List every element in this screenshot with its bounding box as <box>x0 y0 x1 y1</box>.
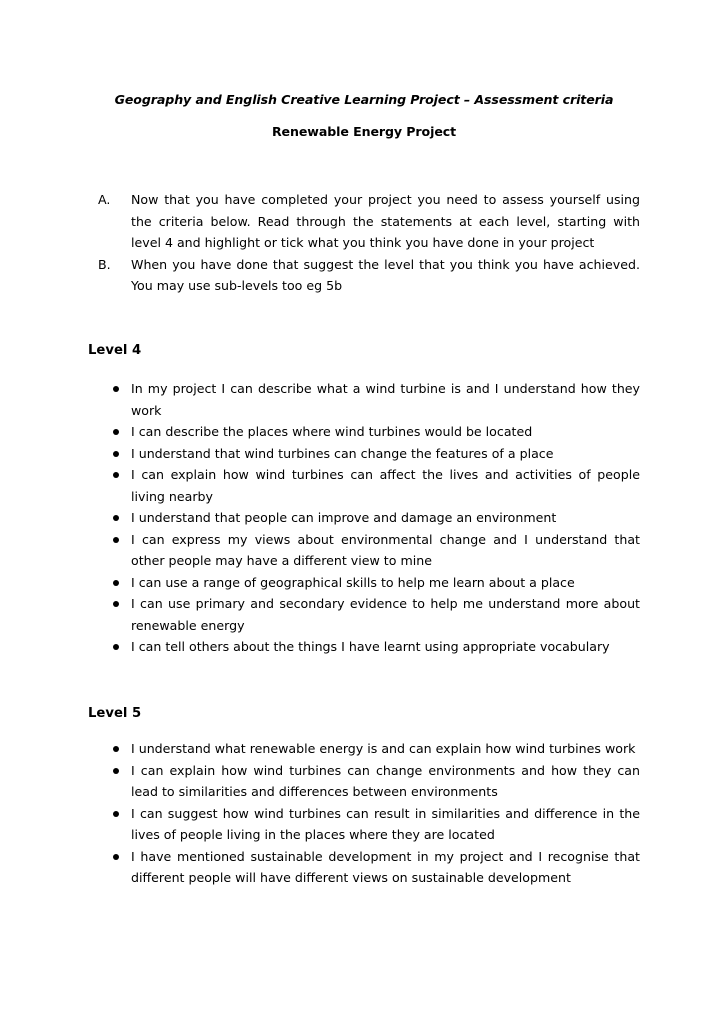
instruction-text: Now that you have completed your project you need to assess yourself using the criteria below. Read through the statements at each level, starting with level 4 and highlight or tick what you think you have done in your project <box>131 192 640 250</box>
level-4-heading: Level 4 <box>88 343 142 358</box>
instruction-text: When you have done that suggest the level that you think you have achieved. You may use sub-levels too eg 5b <box>131 256 640 293</box>
criteria-text: I can express my views about environmental change and I understand that other people may have a different view to mine <box>131 531 640 568</box>
document-subtitle: Renewable Energy Project <box>271 124 457 139</box>
criteria-text: I can explain how wind turbines can change environments and how they can lead to similarities and differences between environments <box>131 762 640 799</box>
bullet-icon <box>113 429 119 435</box>
instruction-item <box>98 254 640 297</box>
criteria-item <box>98 846 640 889</box>
instructions-list <box>98 189 640 297</box>
criteria-item <box>98 529 640 572</box>
criteria-item <box>98 572 640 594</box>
criteria-item <box>98 593 640 636</box>
level-5-heading: Level 5 <box>88 706 142 721</box>
bullet-icon <box>113 854 119 860</box>
criteria-item <box>98 378 640 421</box>
instruction-item <box>98 189 640 254</box>
bullet-icon <box>113 451 119 457</box>
bullet-icon <box>113 768 119 774</box>
criteria-item <box>98 803 640 846</box>
bullet-icon <box>113 601 119 607</box>
bullet-icon <box>113 386 119 392</box>
criteria-text: I understand what renewable energy is and can explain how wind turbines work <box>131 741 636 756</box>
criteria-item <box>98 443 640 465</box>
criteria-text: I can use primary and secondary evidence to help me understand more about renewable energy <box>131 596 640 633</box>
bullet-icon <box>113 537 119 543</box>
bullet-icon <box>113 515 119 521</box>
bullet-icon <box>113 580 119 586</box>
document-title: Geography and English Creative Learning Project – Assessment criteria <box>114 92 614 107</box>
criteria-item <box>98 738 640 760</box>
criteria-item <box>98 464 640 507</box>
level-5-criteria-list <box>98 738 640 889</box>
criteria-text: I can use a range of geographical skills to help me learn about a place <box>131 574 575 590</box>
list-marker: A. <box>98 192 111 207</box>
criteria-text: In my project I can describe what a wind turbine is and I understand how they work <box>131 381 640 418</box>
list-marker: B. <box>98 256 111 272</box>
criteria-item <box>98 760 640 803</box>
criteria-text: I can suggest how wind turbines can result in similarities and difference in the lives of people living in the places where they are located <box>131 805 640 842</box>
bullet-icon <box>113 472 119 478</box>
criteria-text: I can explain how wind turbines can affect the lives and activities of people living nearby <box>131 467 640 504</box>
criteria-item <box>98 507 640 529</box>
criteria-item <box>98 636 640 658</box>
criteria-text: I understand that people can improve and damage an environment <box>131 510 557 525</box>
criteria-text: I can tell others about the things I have learnt using appropriate vocabulary <box>131 639 610 654</box>
criteria-item <box>98 421 640 443</box>
criteria-text: I can describe the places where wind turbines would be located <box>131 424 533 439</box>
bullet-icon <box>113 746 119 752</box>
criteria-text: I understand that wind turbines can change the features of a place <box>131 445 554 461</box>
bullet-icon <box>113 811 119 817</box>
level-4-criteria-list <box>98 378 640 658</box>
bullet-icon <box>113 644 119 650</box>
criteria-text: I have mentioned sustainable development in my project and I recognise that different people will have different views on sustainable development <box>131 848 640 885</box>
